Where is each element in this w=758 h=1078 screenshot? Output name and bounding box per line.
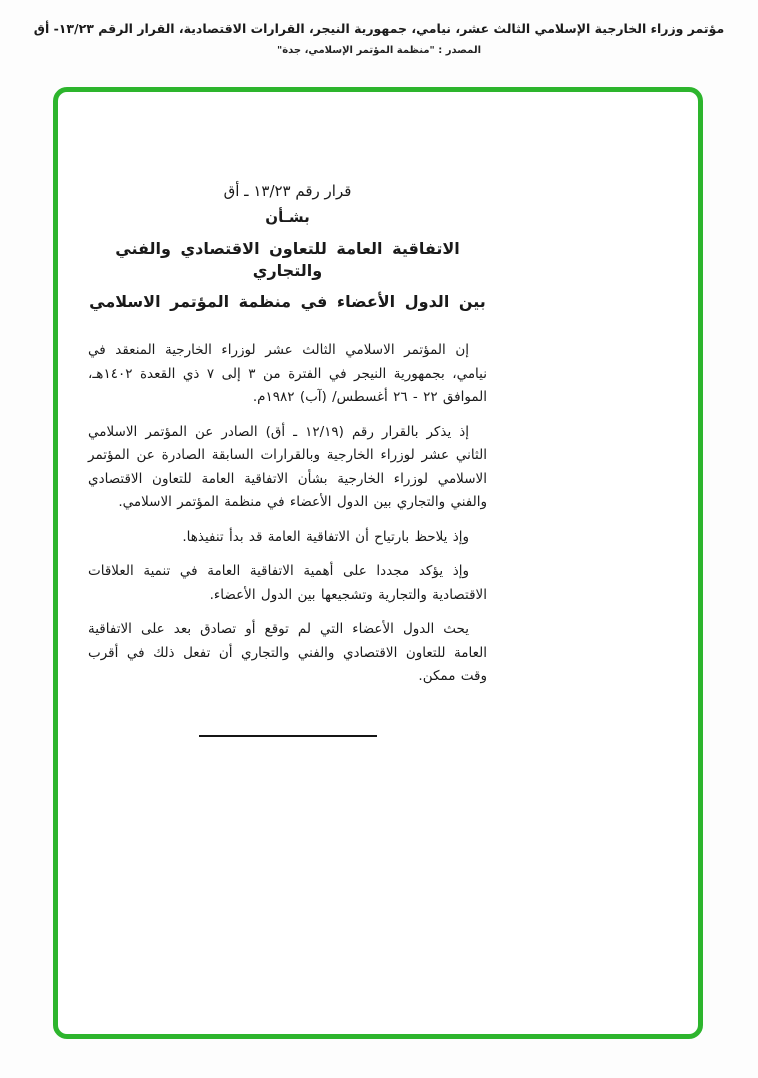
- subject-title-line-2: بين الدول الأعضاء في منظمة المؤتمر الاسلامي: [89, 292, 486, 311]
- document-body: [88, 182, 487, 737]
- regarding-label: بشـأن: [265, 208, 310, 226]
- header-citation-line: مؤتمر وزراء الخارجية الإسلامي الثالث عشر، نيامي، جمهورية النيجر، القرارات الاقتصادية، القرار الرقم ١٣/٢٣- أق: [33, 21, 725, 36]
- document-border-frame: [53, 87, 703, 1039]
- subject-heading: [88, 238, 487, 313]
- subject-title-line-1: الاتفاقية العامة للتعاون الاقتصادي والفني والتجاري: [115, 239, 460, 280]
- page-header: [0, 20, 758, 56]
- paragraph-reaffirming: وإذ يؤكد مجددا على أهمية الاتفاقية العامة في تنمية العلاقات الاقتصادية والتجارية وتشجيعها بين الدول الأعضاء.: [88, 563, 487, 603]
- resolution-number-title: قرار رقم ١٣/٢٣ ـ أق: [223, 182, 352, 200]
- paragraph-recalling: إذ يذكر بالقرار رقم (١٢/١٩ ـ أق) الصادر عن المؤتمر الاسلامي الثاني عشر لوزراء الخارجية وبالقرارات السابقة الصادرة عن المؤتمر الاسلامي لوزراء الخارجية بشأن الاتفاقية العامة للتعاون الاقتصادي والفني والتجاري بين الدول الأعضاء في منظمة المؤتمر الاسلامي.: [88, 423, 487, 510]
- paragraph-urging: يحث الدول الأعضاء التي لم توقع أو تصادق بعد على الاتفاقية العامة للتعاون الاقتصادي والفني والتجاري أن تفعل ذلك في أقرب وقت ممكن.: [88, 621, 487, 684]
- paragraph-noting: وإذ يلاحظ بارتياح أن الاتفاقية العامة قد بدأ تنفيذها.: [182, 528, 469, 545]
- end-divider: [199, 735, 377, 737]
- paragraph-preamble: إن المؤتمر الاسلامي الثالث عشر لوزراء الخارجية المنعقد في نيامي، بجمهورية النيجر في الفترة من ٣ إلى ٧ ذي القعدة ١٤٠٢هـ، الموافق ٢٢ - ٢٦ أغسطس/ (آب) ١٩٨٢م.: [88, 342, 488, 405]
- header-source-line: المصدر : "منظمة المؤتمر الإسلامي، جدة": [276, 45, 481, 56]
